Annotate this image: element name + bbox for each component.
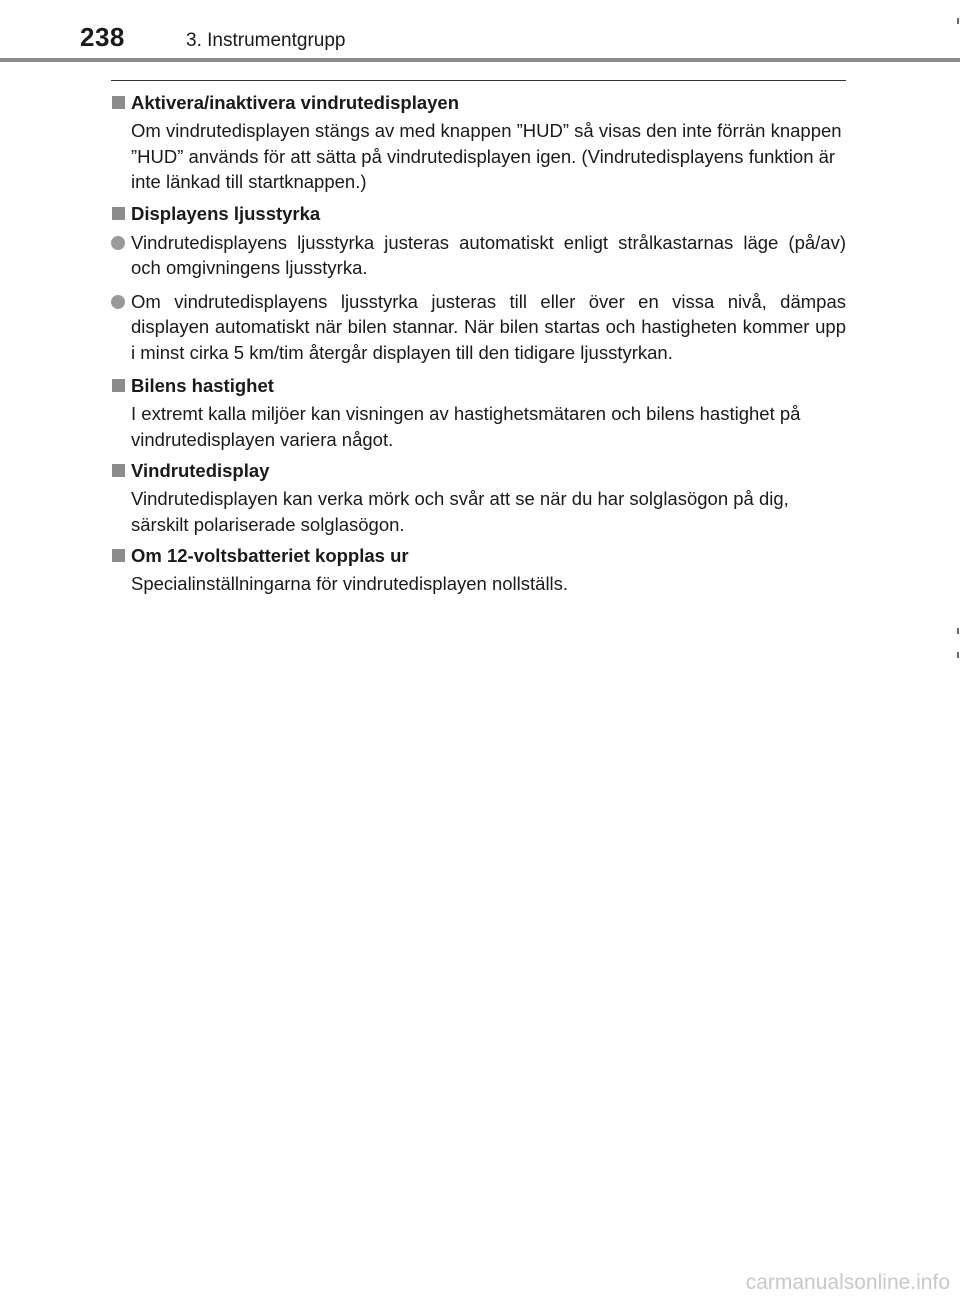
square-bullet-icon	[112, 464, 125, 477]
section-heading	[111, 543, 846, 568]
section-heading-text: Displayens ljusstyrka	[131, 202, 321, 224]
square-bullet-icon	[112, 379, 125, 392]
section-heading-text: Vindrutedisplay	[131, 460, 270, 481]
dot-bullet-icon	[111, 295, 125, 309]
section-brightness	[111, 201, 846, 366]
edge-crop-mark	[957, 18, 959, 24]
square-bullet-icon	[112, 207, 125, 220]
section-heading-text: Bilens hastighet	[131, 375, 274, 396]
list-item-text: Om vindrutedisplayens ljusstyrka justeras till eller över en vissa nivå, dämpas displayen automatiskt när bilen stannar. När bilen startas och hastigheten kommer upp i minst cirka 5 km/tim återgår displayen till den tidigare ljusstyrkan.	[131, 290, 846, 363]
watermark: carmanualsonline.info	[745, 1271, 950, 1294]
page-header	[0, 0, 960, 62]
dot-bullet-icon	[111, 236, 125, 250]
page-content	[111, 90, 846, 603]
chapter-title: 3. Instrumentgrupp	[186, 30, 346, 51]
section-paragraph: Vindrutedisplayen kan verka mörk och svår att se när du har solglasögon på dig, särskilt polariserade solglasögon.	[131, 488, 789, 535]
section-heading-text: Aktivera/inaktivera vindrutedisplayen	[131, 92, 459, 113]
section-paragraph: I extremt kalla miljöer kan visningen av hastighetsmätaren och bilens hastighet på vindrutedisplayen variera något.	[131, 403, 801, 450]
page-number: 238	[80, 22, 125, 52]
section-heading-text: Om 12-voltsbatteriet kopplas ur	[131, 545, 409, 566]
list-item	[111, 230, 846, 281]
section-vehicle-speed	[111, 373, 846, 452]
header-rule	[0, 58, 960, 62]
section-heading	[111, 373, 846, 398]
square-bullet-icon	[112, 549, 125, 562]
section-battery-disconnect	[111, 543, 846, 597]
edge-crop-mark	[957, 628, 959, 634]
content-divider	[111, 80, 846, 81]
section-heading	[111, 201, 846, 226]
section-paragraph: Om vindrutedisplayen stängs av med knappen ”HUD” så visas den inte förrän knappen ”HUD” används för att sätta på vindrutedisplayen igen. (Vindrutedisplayens funktion är inte länkad till startknappen.)	[131, 120, 842, 192]
section-paragraph: Specialinställningarna för vindrutedisplayen nollställs.	[131, 573, 569, 594]
list-item-text: Vindrutedisplayens ljusstyrka justeras automatiskt enligt strålkastarnas läge (på/av) och omgivningens ljusstyrka.	[131, 231, 846, 278]
section-activate-hud	[111, 90, 846, 195]
section-heading	[111, 90, 846, 115]
square-bullet-icon	[112, 96, 125, 109]
edge-crop-mark	[957, 652, 959, 658]
list-item	[111, 289, 846, 366]
section-heading	[111, 458, 846, 483]
section-windshield-display	[111, 458, 846, 537]
